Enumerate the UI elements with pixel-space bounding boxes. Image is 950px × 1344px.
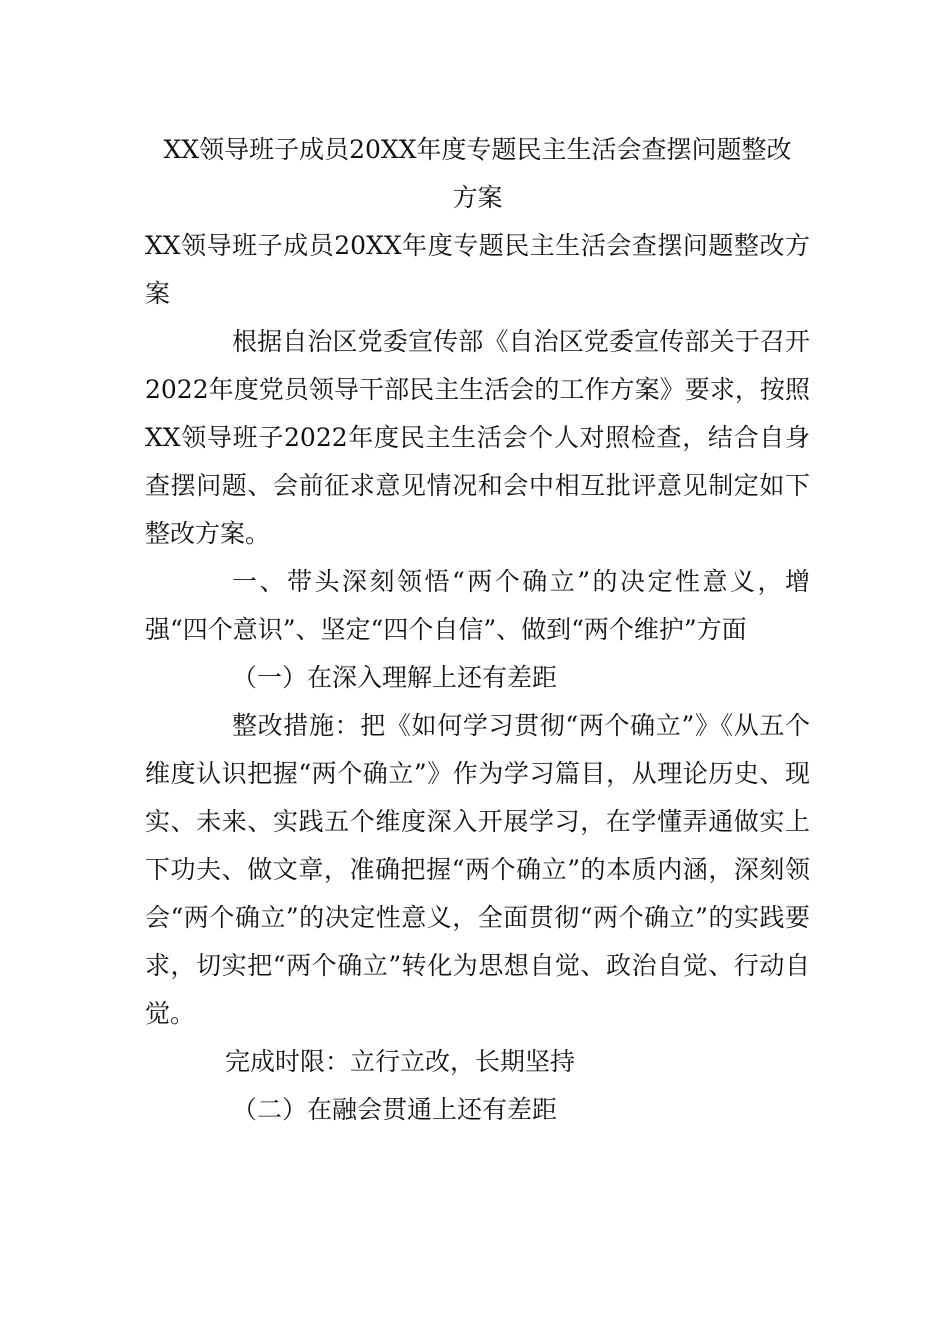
deadline-paragraph: 完成时限：立行立改，长期坚持 <box>225 1047 576 1076</box>
measures-paragraph: 整改措施：把《如何学习贯彻“两个确立”》《从五个维度认识把握“两个确立”》作为学习篇目，从理论历史、现实、未来、实践五个维度深入开展学习，在学懂弄通做实上下功夫、做文章，准确把握“两个确立”的本质内涵，深刻领会“两个确立”的决定性意义，全面贯彻“两个确立”的实践要求，切实把“两个确立”转化为思想自觉、政治自觉、行动自觉。 <box>145 711 810 1028</box>
document-body <box>145 126 810 1134</box>
document-subtitle: XX领导班子成员20XX年度专题民主生活会查摆问题整改方案 <box>145 231 810 308</box>
subsection-heading-2: （二）在融会贯通上还有差距 <box>232 1095 558 1124</box>
title-line-2: 方案 <box>452 183 503 212</box>
document-title <box>145 126 810 222</box>
section-heading-1: 一、带头深刻领悟“两个确立”的决定性意义，增强“四个意识”、坚定“四个自信”、做到“两个维护”方面 <box>145 567 810 644</box>
title-line-1: XX领导班子成员20XX年度专题民主生活会查摆问题整改 <box>163 135 792 164</box>
subsection-heading-1: （一）在深入理解上还有差距 <box>232 663 558 692</box>
intro-paragraph: 根据自治区党委宣传部《自治区党委宣传部关于召开2022年度党员领导干部民主生活会的工作方案》要求，按照XX领导班子2022年度民主生活会个人对照检查，结合自身查摆问题、会前征求意见情况和会中相互批评意见制定如下整改方案。 <box>145 327 810 548</box>
